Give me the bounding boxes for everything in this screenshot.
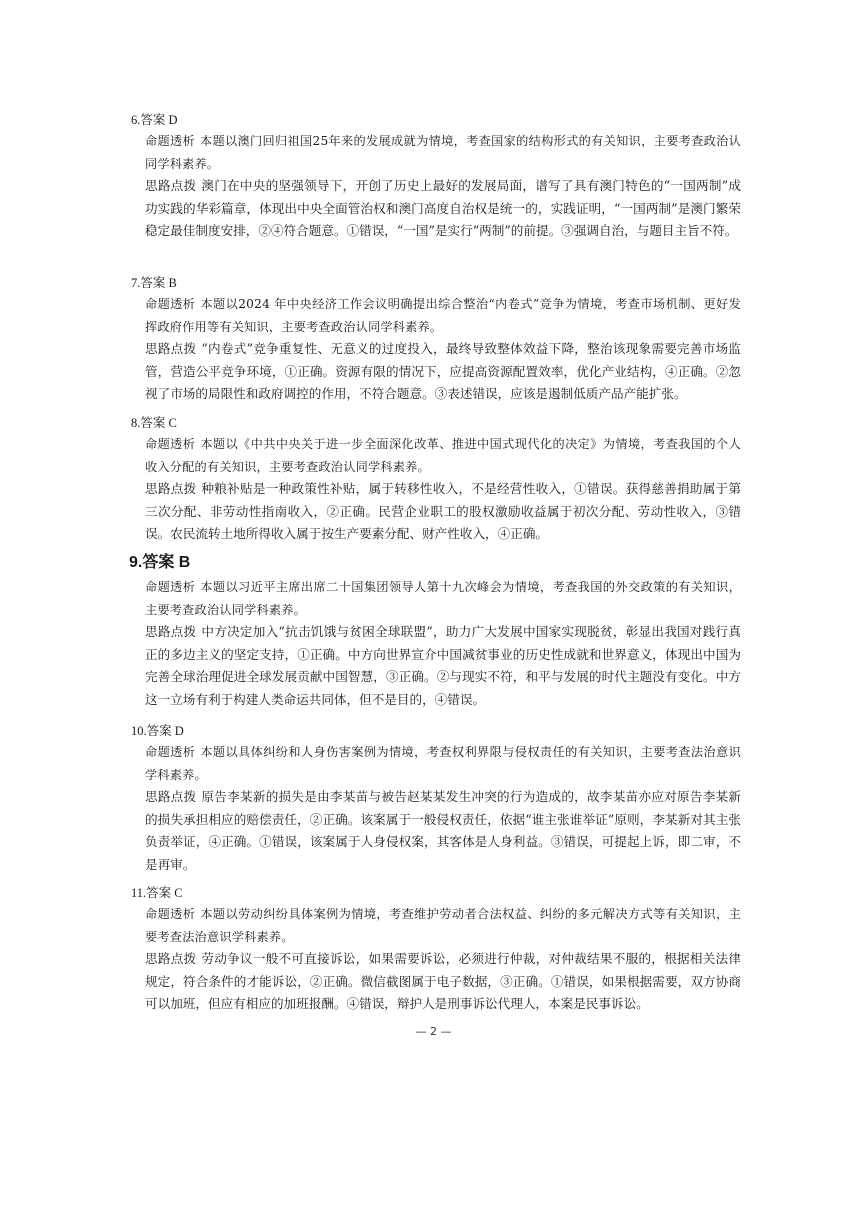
explain-label: 思路点拨 bbox=[145, 178, 197, 193]
answer-6: 6.答案 D bbox=[131, 113, 178, 127]
analysis-text: 本题以劳动纠纷具体案例为情境，考查维护劳动者合法权益、纠纷的多元解决方式等有关知识，主要考查法治意识学科素养。 bbox=[145, 907, 741, 944]
explain-label: 思路点拨 bbox=[145, 481, 197, 496]
answer-8: 8.答案 C bbox=[131, 416, 177, 430]
answer-10: 10.答案 D bbox=[131, 724, 184, 738]
explain-text: 原告李某新的损失是由李某苗与被告赵某某发生冲突的行为造成的，故李某苗亦应对原告李某新的损失承担相应的赔偿责任，②正确。该案属于一般侵权责任，依据“谁主张谁举证”原则，李某新对其主张负责举证，④正确。①错误，该案属于人身侵权案，其客体是人身利益。③错误，可提起上诉，即二审，不是再审。 bbox=[145, 789, 742, 872]
answer-7: 7.答案 B bbox=[131, 276, 177, 290]
analysis-label: 命题透析 bbox=[145, 134, 196, 148]
explain-7 bbox=[145, 338, 741, 406]
analysis-label: 命题透析 bbox=[145, 580, 196, 594]
explain-6 bbox=[145, 175, 741, 243]
analysis-9 bbox=[145, 576, 741, 621]
analysis-label: 命题透析 bbox=[145, 297, 196, 311]
explain-text: 中方决定加入“抗击饥饿与贫困全球联盟”，助力广大发展中国家实现脱贫，彰显出我国对践行真正的多边主义的坚定支持，①正确。中方向世界宣介中国减贫事业的历史性成就和世界意义，体现出中国为完善全球治理促进全球发展贡献中国智慧，③正确。②与现实不符，和平与发展的时代主题没有变化。中方这一立场有利于构建人类命运共同体，但不是目的，④错误。 bbox=[145, 624, 741, 707]
explain-text: 种粮补贴是一种政策性补贴，属于转移性收入，不是经营性收入，①错误。获得慈善捐助属于第三次分配、非劳动性指南收入，②正确。民营企业职工的股权激励收益属于初次分配、劳动性收入，③错误。农民流转土地所得收入属于按生产要素分配、财产性收入，④正确。 bbox=[145, 481, 742, 541]
analysis-8 bbox=[145, 433, 741, 478]
page-number: — 2 — bbox=[415, 1025, 452, 1038]
analysis-7 bbox=[145, 293, 741, 338]
answer-11: 11.答案 C bbox=[131, 886, 183, 900]
explain-label: 思路点拨 bbox=[145, 789, 197, 804]
explain-text: “内卷式”竞争重复性、无意义的过度投入，最终导致整体效益下降，整治该现象需要完善市场监管，营造公平竞争环境，①正确。资源有限的情况下，应提高资源配置效率，优化产业结构，④正确。②忽视了市场的局限性和政府调控的作用，不符合题意。③表述错误，应该是遏制低质产品产能扩张。 bbox=[145, 341, 741, 401]
explain-text: 劳动争议一般不可直接诉讼，如果需要诉讼，必须进行仲裁，对仲裁结果不服的，根据相关法律规定，符合条件的才能诉讼，②正确。微信截图属于电子数据，③正确。①错误，如果根据需要，双方协商可以加班，但应有相应的加班报酬。④错误，辩护人是刑事诉讼代理人，本案是民事诉讼。 bbox=[145, 951, 742, 1011]
explain-label: 思路点拨 bbox=[145, 624, 197, 639]
explain-10 bbox=[145, 786, 741, 876]
analysis-11 bbox=[145, 903, 741, 948]
explain-11 bbox=[145, 948, 741, 1016]
explain-8 bbox=[145, 478, 741, 546]
analysis-10 bbox=[145, 741, 741, 786]
analysis-text: 本题以澳门回归祖国25年来的发展成就为情境，考查国家的结构形式的有关知识，主要考查政治认同学科素养。 bbox=[145, 134, 741, 171]
answer-9: 9.答案 B bbox=[129, 554, 191, 571]
analysis-label: 命题透析 bbox=[145, 907, 196, 921]
analysis-text: 本题以习近平主席出席二十国集团领导人第十九次峰会为情境，考查我国的外交政策的有关知识，主要考查政治认同学科素养。 bbox=[145, 580, 741, 617]
analysis-6 bbox=[145, 130, 741, 175]
explain-9 bbox=[145, 621, 741, 711]
analysis-text: 本题以2024 年中央经济工作会议明确提出综合整治“内卷式”竞争为情境，考查市场机制、更好发挥政府作用等有关知识，主要考查政治认同学科素养。 bbox=[145, 297, 741, 334]
analysis-label: 命题透析 bbox=[145, 745, 196, 759]
analysis-text: 本题以《中共中央关于进一步全面深化改革、推进中国式现代化的决定》为情境，考查我国的个人收入分配的有关知识，主要考查政治认同学科素养。 bbox=[145, 437, 741, 474]
explain-label: 思路点拨 bbox=[145, 951, 197, 966]
analysis-text: 本题以具体纠纷和人身伤害案例为情境，考查权利界限与侵权责任的有关知识，主要考查法治意识学科素养。 bbox=[145, 745, 741, 782]
analysis-label: 命题透析 bbox=[145, 437, 196, 451]
explain-label: 思路点拨 bbox=[145, 341, 197, 356]
explain-text: 澳门在中央的坚强领导下，开创了历史上最好的发展局面，谱写了具有澳门特色的“一国两制”成功实践的华彩篇章，体现出中央全面管治权和澳门高度自治权是统一的，实践证明，“一国两制”是澳门繁荣稳定最佳制度安排，②④符合题意。①错误，“一国”是实行“两制”的前提。③强调自治，与题目主旨不符。 bbox=[145, 178, 741, 238]
